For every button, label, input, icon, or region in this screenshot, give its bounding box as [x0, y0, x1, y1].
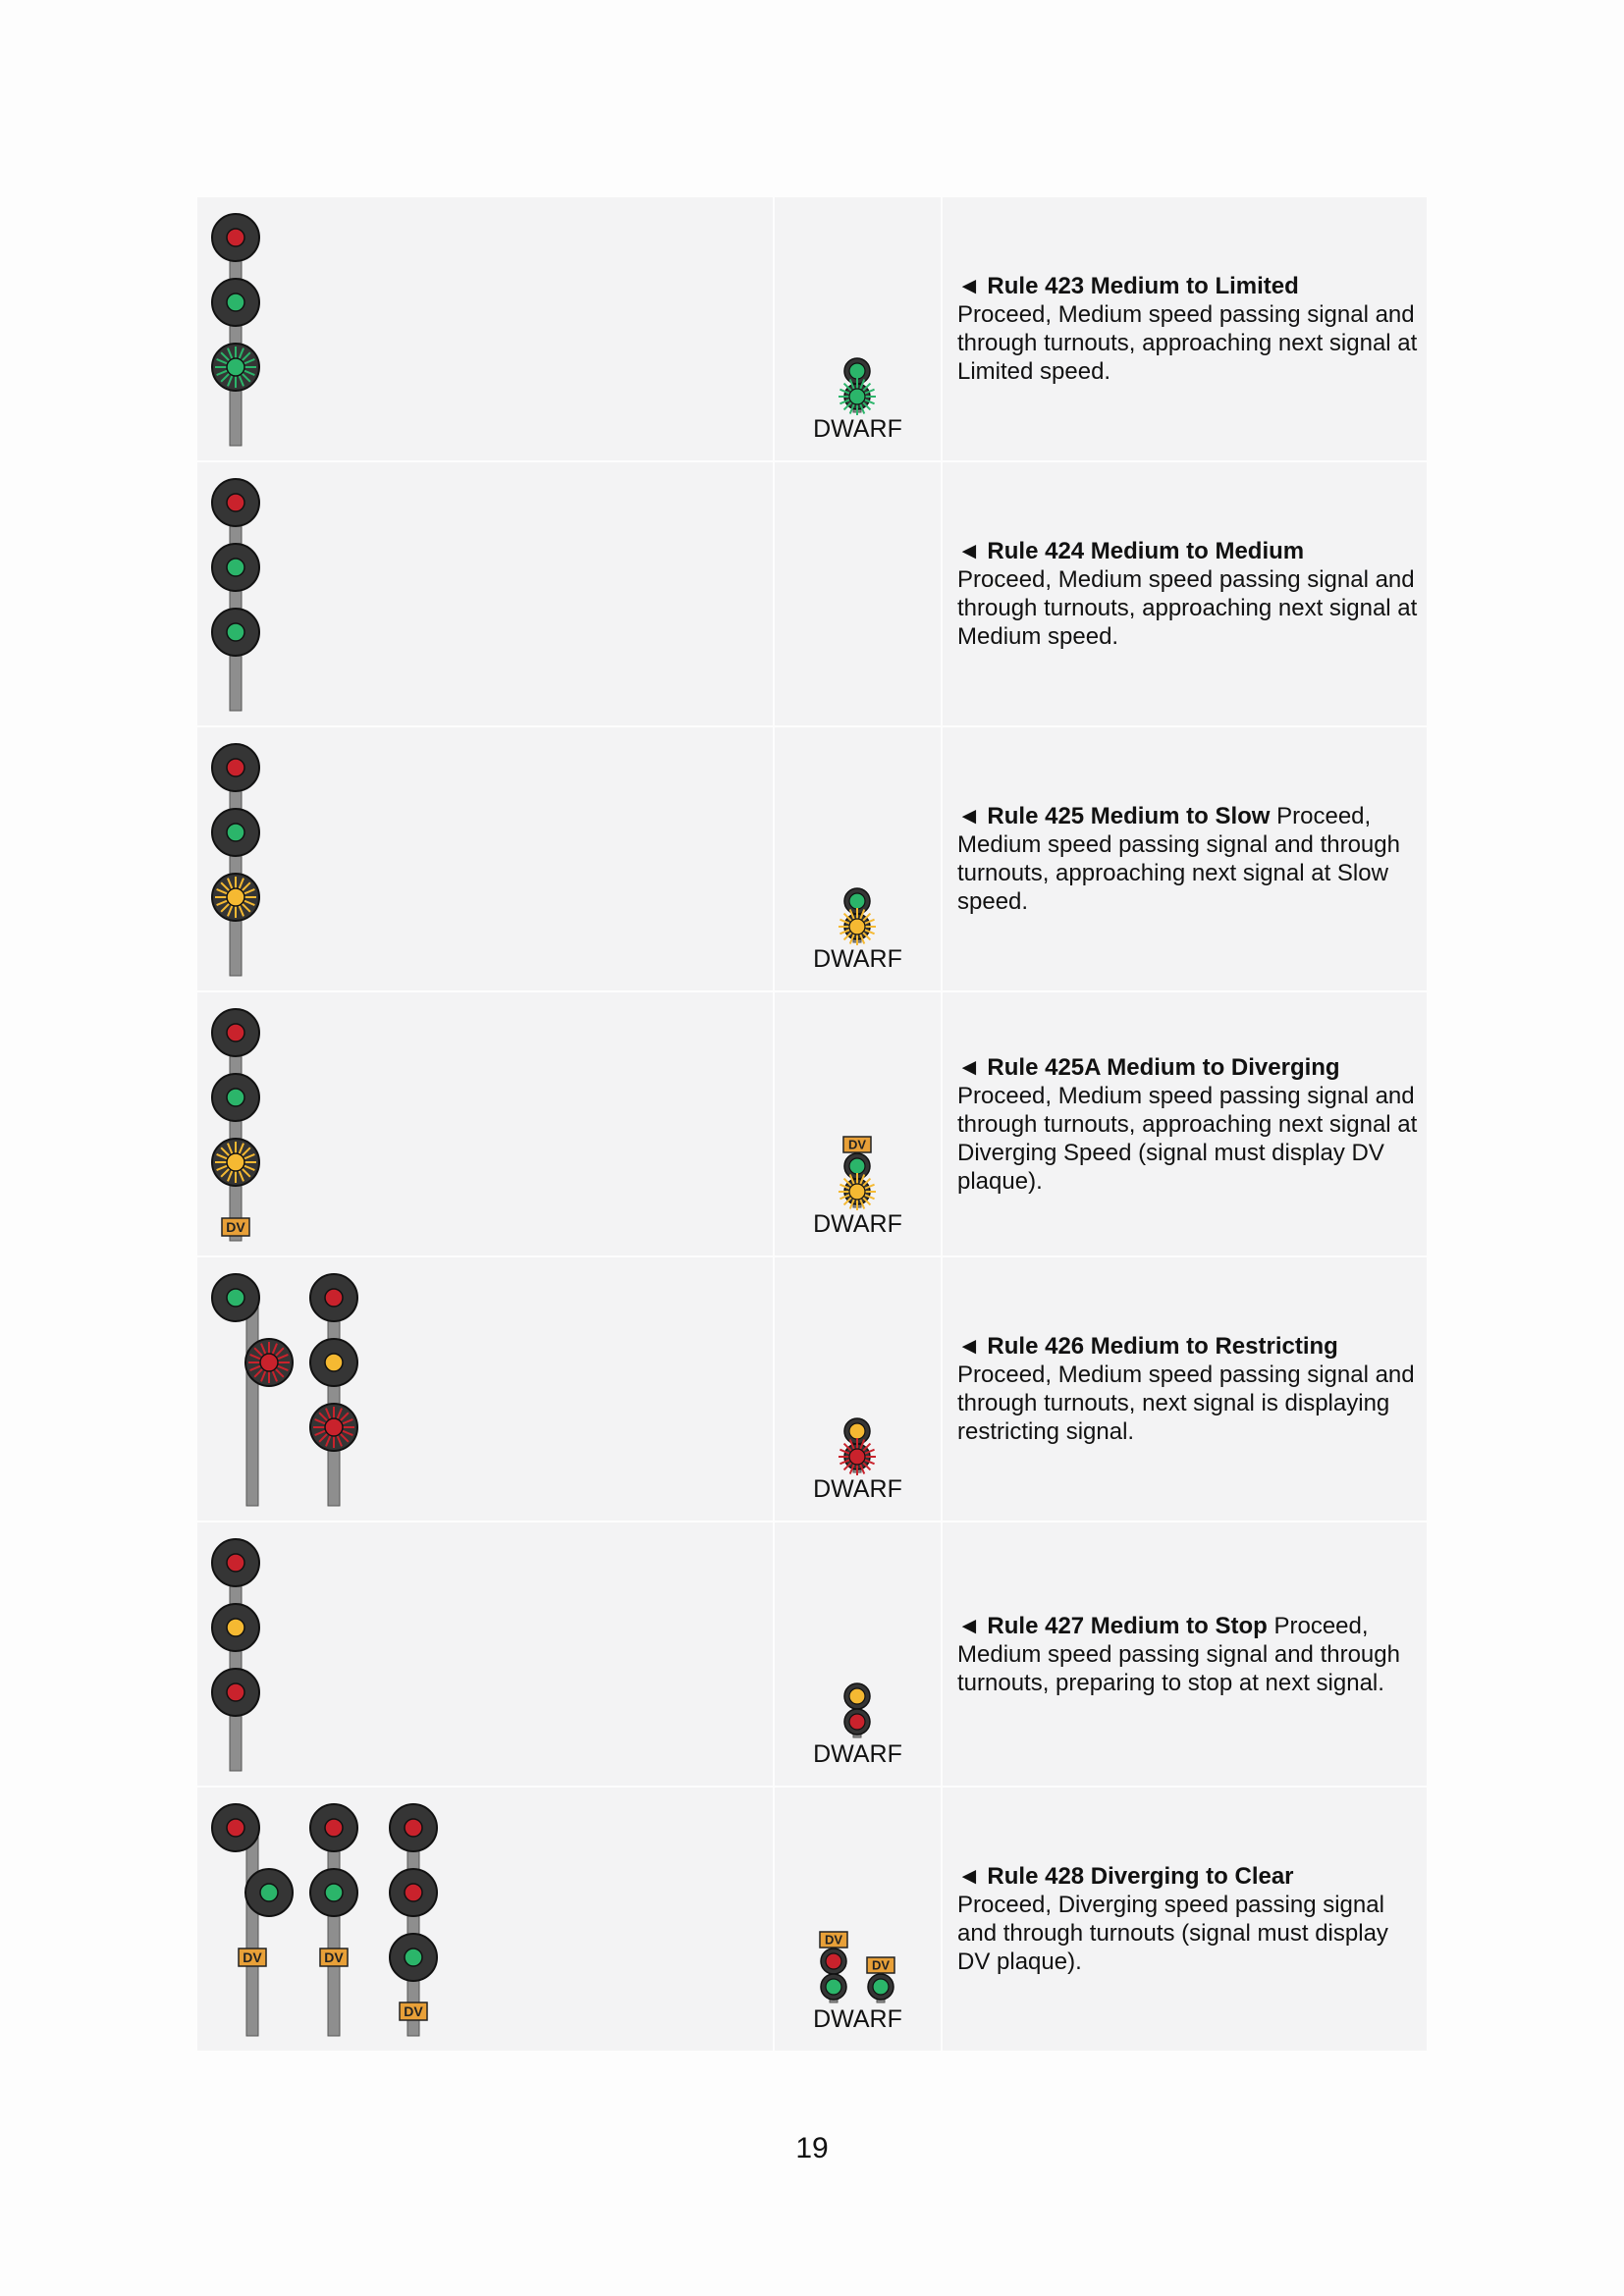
signal-aspects-cell	[197, 1522, 773, 1786]
signal-mast-pole	[328, 1298, 340, 1506]
rule-row	[197, 992, 1427, 1255]
dv-plaque-label: DV	[847, 1137, 867, 1152]
dwarf-lamp-green	[873, 1979, 889, 1995]
dwarf-signal	[839, 358, 876, 415]
rule-row	[197, 727, 1427, 990]
rule-description	[957, 1862, 1419, 1976]
mast-signal	[212, 1539, 259, 1771]
signal-mast-pole	[230, 1033, 242, 1241]
dwarf-signal	[844, 1683, 870, 1737]
signal-lamp-green	[405, 1949, 422, 1966]
mast-signal	[310, 1274, 357, 1506]
rule-description-cell	[943, 1522, 1427, 1786]
signal-lamp-red	[227, 1819, 244, 1837]
dwarf-label: DWARF	[813, 1475, 902, 1503]
signal-aspects-cell	[197, 462, 773, 725]
signal-lamp-green	[227, 294, 244, 311]
signal-aspects-cell	[197, 197, 773, 460]
rule-body: Proceed, Medium speed passing signal and through turnouts, preparing to stop at next signal.	[957, 1612, 1400, 1696]
dwarf-signal	[839, 1137, 876, 1210]
signal-lamp-red-flash	[260, 1354, 278, 1371]
dwarf-signal	[839, 1418, 876, 1475]
dv-plaque-label: DV	[871, 1957, 891, 1973]
rule-description-cell	[943, 462, 1427, 725]
signal-lamp-yellow	[325, 1354, 343, 1371]
mast-signal	[212, 1009, 259, 1241]
signal-lamp-red	[405, 1884, 422, 1901]
signal-mast-pole	[246, 1298, 258, 1506]
dwarf-lamp-yellow-flash	[849, 919, 865, 934]
mast-signal	[390, 1804, 437, 2036]
rule-body: Proceed, Diverging speed passing signal and through turnouts (signal must display DV plaque).	[957, 1892, 1388, 1975]
rule-description	[957, 537, 1419, 651]
dwarf-lamp-red	[849, 1714, 865, 1730]
rule-title: ◄ Rule 425 Medium to Slow	[957, 803, 1271, 829]
dwarf-lamp-red	[826, 1953, 841, 1969]
rules-table	[197, 197, 1427, 2053]
rule-description-cell	[943, 197, 1427, 460]
signal-lamp-yellow	[227, 1619, 244, 1636]
signal-lamp-red-flash	[325, 1418, 343, 1436]
signal-mast-pole	[246, 1828, 258, 2036]
rule-description	[957, 1332, 1419, 1446]
rule-body: Proceed, Medium speed passing signal and through turnouts, approaching next signal at Slow speed.	[957, 803, 1400, 915]
page-number: 19	[795, 2132, 829, 2164]
signal-lamp-green-flash	[227, 358, 244, 376]
signal-lamp-red	[325, 1289, 343, 1307]
signal-aspects-cell	[197, 727, 773, 990]
signal-aspects-cell	[197, 992, 773, 1255]
mast-signal	[212, 214, 259, 446]
rule-description	[957, 802, 1419, 916]
rule-row	[197, 1522, 1427, 1786]
dwarf-label: DWARF	[813, 1740, 902, 1768]
rule-row	[197, 462, 1427, 725]
signal-lamp-green	[227, 824, 244, 841]
rule-description-cell	[943, 992, 1427, 1255]
rule-title: ◄ Rule 428 Diverging to Clear	[957, 1863, 1294, 1890]
dv-plaque-label: DV	[324, 1949, 344, 1966]
dwarf-lamp-green	[849, 363, 865, 379]
dwarf-lamp-green	[849, 1158, 865, 1174]
signal-lamp-green	[227, 1289, 244, 1307]
signal-lamp-green	[325, 1884, 343, 1901]
signal-mast-pole	[230, 238, 242, 446]
dwarf-signal-cell	[775, 992, 941, 1255]
rule-title: ◄ Rule 424 Medium to Medium	[957, 538, 1305, 564]
signal-lamp-red	[227, 1554, 244, 1572]
dwarf-lamp-green-flash	[849, 389, 865, 404]
signal-lamp-yellow-flash	[227, 1153, 244, 1171]
dwarf-lamp-yellow	[849, 1688, 865, 1704]
dwarf-signal-cell	[775, 197, 941, 460]
signal-lamp-green	[260, 1884, 278, 1901]
rule-row	[197, 197, 1427, 460]
dwarf-signal-cell	[775, 1522, 941, 1786]
dwarf-signal-cell	[775, 1788, 941, 2051]
dwarf-signal	[820, 1932, 847, 2002]
mast-signal	[212, 744, 259, 976]
dwarf-signal-cell	[775, 727, 941, 990]
rule-title: ◄ Rule 426 Medium to Restricting	[957, 1333, 1338, 1360]
signal-mast-pole	[230, 503, 242, 711]
mast-signal	[212, 1274, 293, 1506]
mast-signal	[310, 1804, 357, 2036]
signal-mast-pole	[230, 1563, 242, 1771]
rule-body: Proceed, Medium speed passing signal and through turnouts, approaching next signal at Diverging Speed (signal must display DV plaque).	[957, 1082, 1418, 1195]
rule-description	[957, 272, 1419, 386]
signal-lamp-yellow-flash	[227, 888, 244, 906]
rule-description-cell	[943, 727, 1427, 990]
dwarf-signal	[867, 1957, 894, 2002]
dv-plaque-label: DV	[404, 2003, 423, 2020]
rule-title: ◄ Rule 425A Medium to Diverging	[957, 1053, 1340, 1081]
rule-body: Proceed, Medium speed passing signal and through turnouts, approaching next signal at Medium speed.	[957, 566, 1418, 650]
dwarf-lamp-red-flash	[849, 1449, 865, 1465]
rule-row	[197, 1788, 1427, 2051]
rule-description	[957, 1053, 1419, 1196]
signal-lamp-red	[227, 1683, 244, 1701]
rule-title: ◄ Rule 423 Medium to Limited	[957, 273, 1299, 299]
rule-description-cell	[943, 1257, 1427, 1521]
signal-lamp-red	[227, 229, 244, 246]
signal-lamp-green	[227, 559, 244, 576]
signal-lamp-green	[227, 1089, 244, 1106]
dv-plaque-label: DV	[824, 1932, 843, 1948]
mast-signal	[212, 1804, 293, 2036]
rule-title: ◄ Rule 427 Medium to Stop	[957, 1612, 1268, 1639]
signal-lamp-green	[227, 623, 244, 641]
dwarf-lamp-yellow-flash	[849, 1184, 865, 1200]
dwarf-lamp-green	[849, 893, 865, 909]
rule-body: Proceed, Medium speed passing signal and through turnouts, next signal is displaying restricting signal.	[957, 1362, 1415, 1445]
signal-aspects-cell	[197, 1788, 773, 2051]
dwarf-signal-cell	[775, 1257, 941, 1521]
signal-lamp-red	[227, 494, 244, 511]
signal-mast-pole	[230, 768, 242, 976]
dwarf-signal-cell	[775, 462, 941, 725]
dwarf-signal	[839, 888, 876, 945]
dwarf-lamp-yellow	[849, 1423, 865, 1439]
signal-lamp-red	[227, 1024, 244, 1041]
rule-body: Proceed, Medium speed passing signal and through turnouts, approaching next signal at Limited speed.	[957, 301, 1418, 385]
signal-aspects-cell	[197, 1257, 773, 1521]
dwarf-label: DWARF	[813, 1210, 902, 1238]
signal-lamp-red	[227, 759, 244, 776]
signal-lamp-red	[325, 1819, 343, 1837]
signal-mast-pole	[328, 1828, 340, 2036]
rule-description-cell	[943, 1788, 1427, 2051]
dwarf-label: DWARF	[813, 415, 902, 443]
dwarf-label: DWARF	[813, 2005, 902, 2033]
rule-description	[957, 1612, 1419, 1697]
signal-lamp-red	[405, 1819, 422, 1837]
rule-row	[197, 1257, 1427, 1521]
dwarf-lamp-green	[826, 1979, 841, 1995]
dwarf-label: DWARF	[813, 945, 902, 973]
dv-plaque-label: DV	[243, 1949, 262, 1966]
mast-signal	[212, 479, 259, 711]
dv-plaque-label: DV	[226, 1219, 245, 1236]
